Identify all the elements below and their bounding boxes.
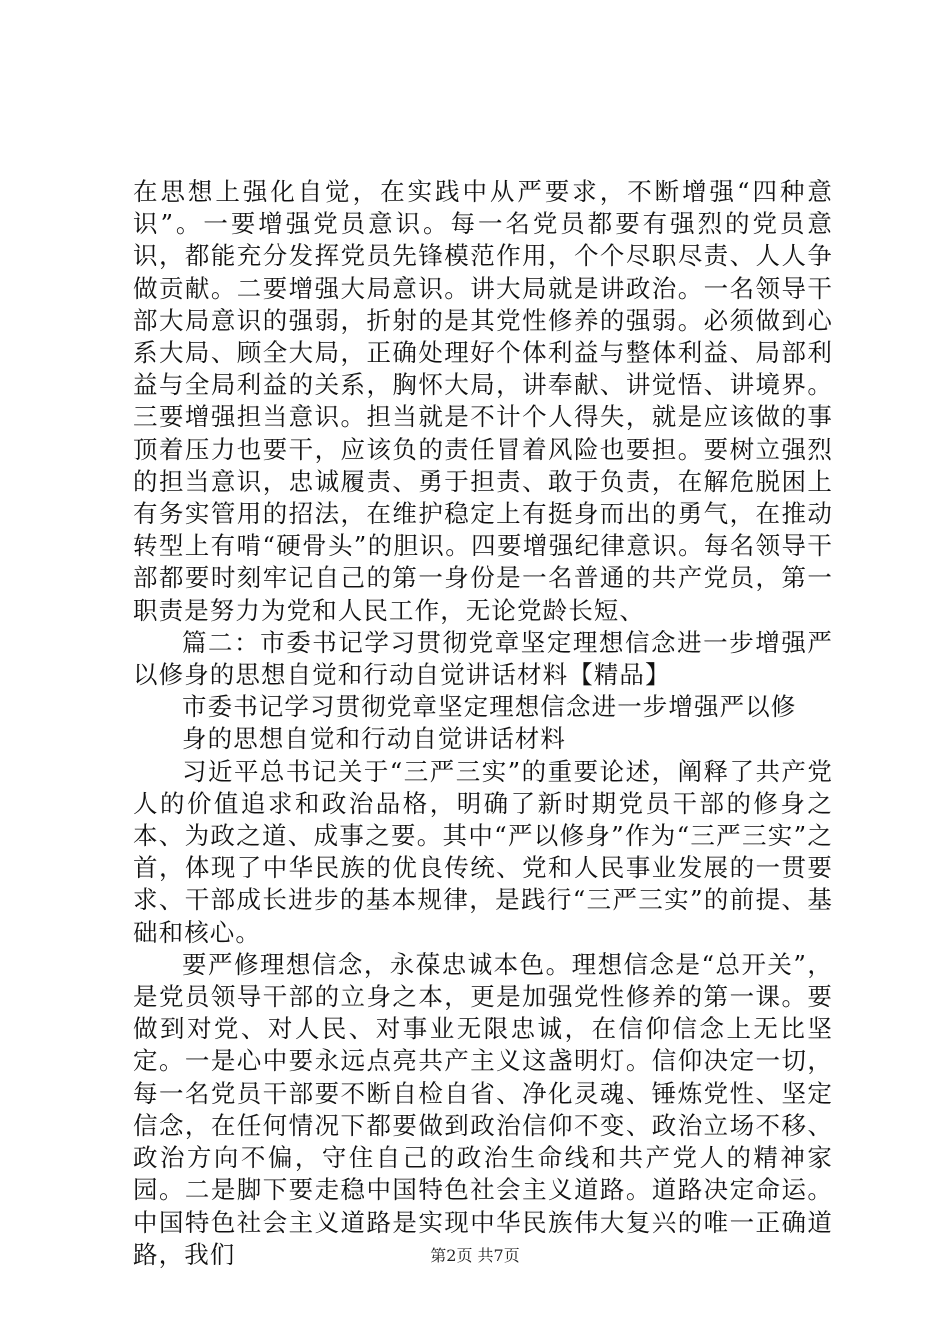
document-body (133, 176, 833, 1271)
article-title-line-1: 市委书记学习贯彻党章坚定理想信念进一步增强严以修 (182, 692, 797, 722)
paragraph-three-stricts: 习近平总书记关于“三严三实”的重要论述，阐释了共产党人的价值追求和政治品格，明确了新时期党员干部的修身之本、为政之道、成事之要。其中“严以修身”作为“三严三实”之首，体现了中华民族的优良传统、党和人民事业发展的一贯要求、干部成长进步的基本规律，是践行“三严三实”的前提、基础和核心。 (133, 756, 833, 947)
section-heading-part-two: 篇二：市委书记学习贯彻党章坚定理想信念进一步增强严以修身的思想自觉和行动自觉讲话材料【精品】 (133, 627, 833, 690)
article-title-line-2: 身的思想自觉和行动自觉讲话材料 (182, 724, 566, 754)
paragraph-duty-awareness: 在思想上强化自觉，在实践中从严要求，不断增强“四种意识”。一要增强党员意识。每一名党员都要有强烈的党员意识，都能充分发挥党员先锋模范作用，个个尽职尽责、人人争做贡献。二要增强大局意识。讲大局就是讲政治。一名领导干部大局意识的强弱，折射的是其党性修养的强弱。必须做到心系大局、顾全大局，正确处理好个体利益与整体利益、局部利益与全局利益的关系，胸怀大局，讲奉献、讲觉悟、讲境界。三要增强担当意识。担当就是不计个人得失，就是应该做的事顶着压力也要干，应该负的责任冒着风险也要担。要树立强烈的担当意识，忠诚履责、勇于担责、敢于负责，在解危脱困上有务实管用的招法，在维护稳定上有挺身而出的勇气，在推动转型上有啃“硬骨头”的胆识。四要增强纪律意识。每名领导干部都要时刻牢记自己的第一身份是一名普通的共产党员，第一职责是努力为党和人民工作，无论党龄长短、 (133, 177, 833, 625)
page-number-footer: 第2页 共7页 (430, 1246, 520, 1265)
paragraph-ideals-faith: 要严修理想信念，永葆忠诚本色。理想信念是“总开关”，是党员领导干部的立身之本，更是加强党性修养的第一课。要做到对党、对人民、对事业无限忠诚，在信仰信念上无比坚定。一是心中要永远点亮共产主义这盏明灯。信仰决定一切，每一名党员干部要不断自检自省、净化灵魂、锤炼党性、坚定信念，在任何情况下都要做到政治信仰不变、政治立场不移、政治方向不偏，守住自己的政治生命线和共产党人的精神家园。二是脚下要走稳中国特色社会主义道路。道路决定命运。中国特色社会主义道路是实现中华民族伟大复兴的唯一正确道路，我们 (133, 949, 833, 1269)
